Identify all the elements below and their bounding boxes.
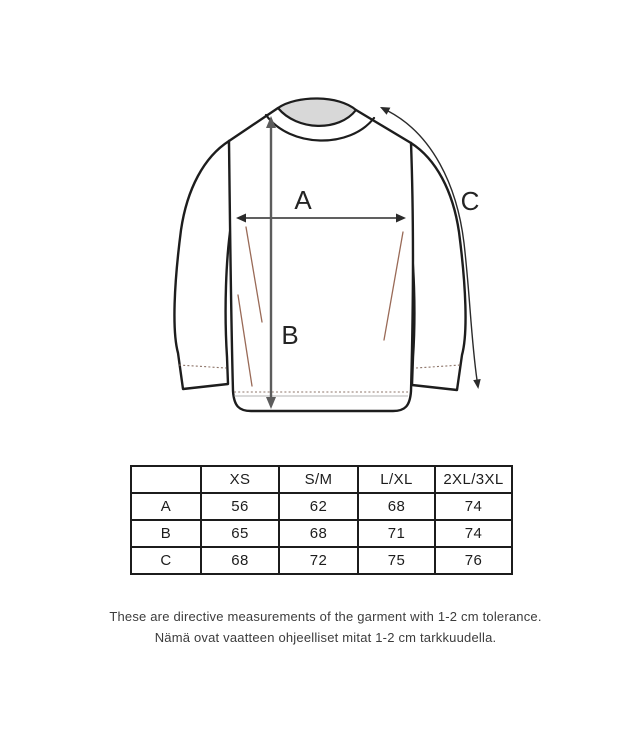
size-cell: 56 — [201, 493, 279, 520]
size-cell: 75 — [358, 547, 435, 574]
measurement-row-label: A — [131, 493, 201, 520]
size-cell: 72 — [279, 547, 358, 574]
size-cell: 74 — [435, 493, 512, 520]
size-column-header-lxl: L/XL — [358, 466, 435, 493]
size-cell: 71 — [358, 520, 435, 547]
tolerance-note-fi: Nämä ovat vaatteen ohjeelliset mitat 1-2 cm tarkkuudella. — [154, 630, 497, 645]
left-sleeve — [174, 141, 231, 389]
table-row-a — [131, 493, 512, 520]
size-cell: 65 — [201, 520, 279, 547]
size-cell: 76 — [435, 547, 512, 574]
size-cell: 68 — [279, 520, 358, 547]
size-column-header-2xl3xl: 2XL/3XL — [435, 466, 512, 493]
table-row-b — [131, 520, 512, 547]
corner-cell — [131, 466, 201, 493]
measurement-label-a: A — [294, 185, 312, 215]
tolerance-note — [10, 606, 631, 648]
measurement-row-label: C — [131, 547, 201, 574]
size-column-header-xs: XS — [201, 466, 279, 493]
size-cell: 74 — [435, 520, 512, 547]
measurement-row-label: B — [131, 520, 201, 547]
body-panel — [229, 141, 413, 411]
collar-opening — [278, 98, 356, 125]
size-cell: 62 — [279, 493, 358, 520]
size-cell: 68 — [201, 547, 279, 574]
size-table-header-row — [131, 466, 512, 493]
measurement-label-b: B — [281, 320, 299, 350]
size-column-header-sm: S/M — [279, 466, 358, 493]
right-sleeve — [409, 143, 466, 390]
measurement-label-c: C — [460, 186, 480, 216]
size-cell: 68 — [358, 493, 435, 520]
size-table — [130, 465, 513, 575]
table-row-c — [131, 547, 512, 574]
tolerance-note-en: These are directive measurements of the garment with 1-2 cm tolerance. — [109, 609, 542, 624]
